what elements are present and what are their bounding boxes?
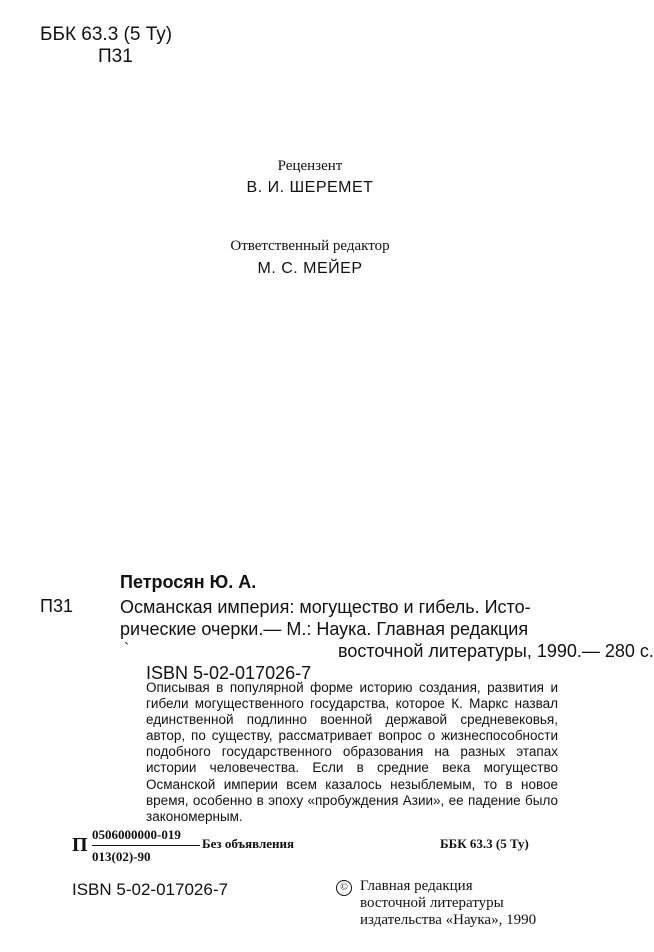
reviewer-name: В. И. ШЕРЕМЕТ xyxy=(246,179,374,196)
no-ads-note: Без объявления xyxy=(202,836,295,851)
publication-code-numerator: 0506000000-019 xyxy=(92,827,200,846)
bbk-code-bottom: ББК 63.3 (5 Ту) xyxy=(440,836,529,851)
copyright-line: восточной литературы xyxy=(360,895,504,911)
editor-label: Ответственный редактор xyxy=(230,238,390,254)
author-mark-top: П31 xyxy=(98,46,133,67)
bbk-code-top: ББК 63.3 (5 Ту) xyxy=(40,24,173,45)
publication-code-letter: П xyxy=(72,834,88,856)
catalog-description-line: Османская империя: могущество и гибель. Исто- xyxy=(120,597,531,617)
annotation-text: Описывая в популярной форме историю создания, развития и гибели могущественного государства, которое К. Маркс назвал единственной подлинно военной державой средневековья, автор, по существу, рассматривает вопрос о жизнеспособности подобного государственного образования на разных этапах истории человечества. Если в средние века могущество Османской империи всем казалось незыблемым, то в новое время, особенно в эпоху «пробуждения Азии», ее падение было закономерным. xyxy=(146,680,558,824)
catalog-code: П31 xyxy=(40,596,73,616)
catalog-description-line: рические очерки.— М.: Наука. Главная редакция xyxy=(120,619,529,639)
reviewer-label: Рецензент xyxy=(277,158,343,174)
publication-code-denominator: 013(02)-90 xyxy=(92,849,151,864)
editor-name: М. С. МЕЙЕР xyxy=(257,260,363,277)
isbn-bottom: ISBN 5-02-017026-7 xyxy=(72,880,228,899)
copyright-line: Главная редакция xyxy=(360,878,473,894)
copyright-line: издательства «Наука», 1990 xyxy=(360,912,537,928)
catalog-author: Петросян Ю. А. xyxy=(120,572,257,592)
catalog-description-line: восточной литературы, 1990.— 280 с. xyxy=(338,641,654,661)
catalog-isbn: ISBN 5-02-017026-7 xyxy=(146,663,312,683)
copyright-icon: © xyxy=(336,880,352,896)
tick-mark: ` xyxy=(124,641,130,658)
